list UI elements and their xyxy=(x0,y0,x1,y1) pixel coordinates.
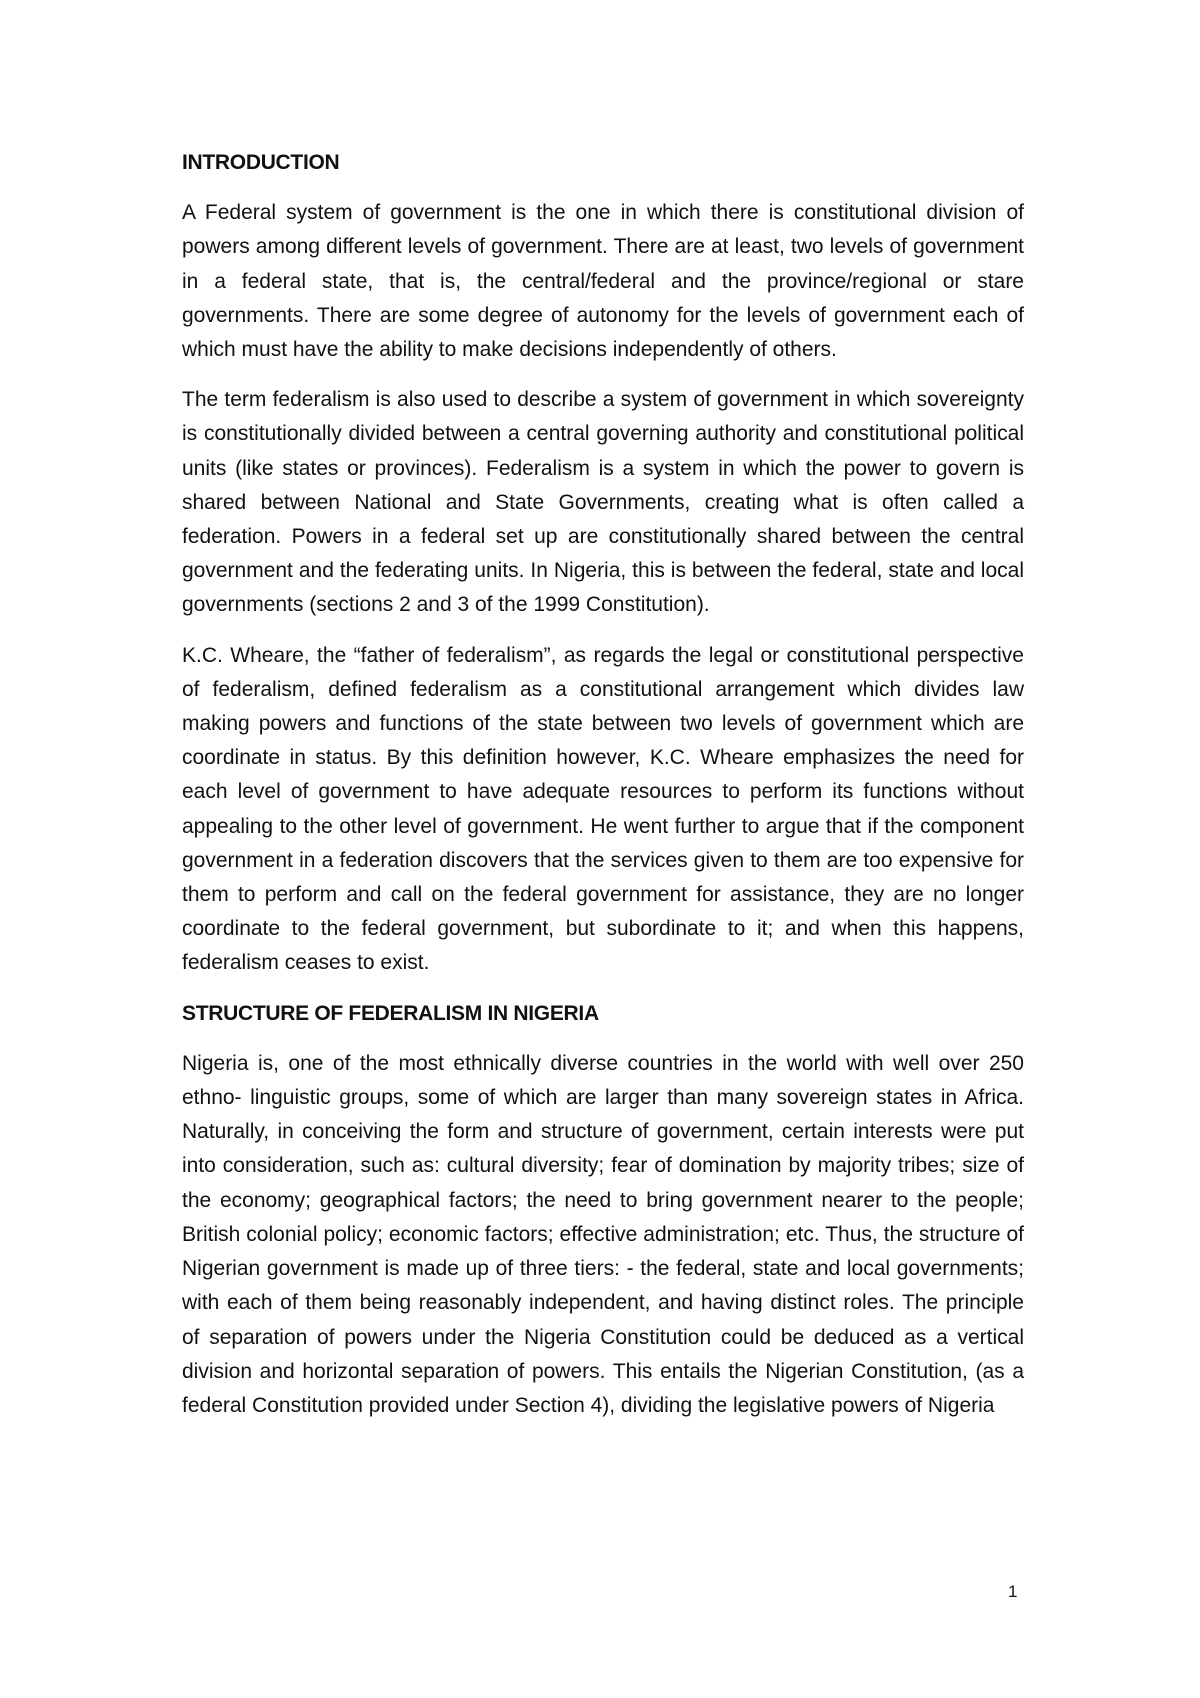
page-number: 1 xyxy=(1008,1582,1018,1601)
paragraph-kc-wheare: K.C. Wheare, the “father of federalism”, as regards the legal or constitutional perspective of federalism, defined federalism as a constitutional arrangement which divides law making powers and functions of the state between two levels of government which are coordinate in status. By this definition however, K.C. Wheare emphasizes the need for each level of government to have adequate resources to perform its functions without appealing to the other level of government. He went further to argue that if the component government in a federation discovers that the services given to them are too expensive for them to perform and call on the federal government for assistance, they are no longer coordinate to the federal government, but subordinate to it; and when this happens, federalism ceases to exist. xyxy=(182,643,1024,975)
paragraph-nigeria-structure: Nigeria is, one of the most ethnically diverse countries in the world with well over 250 ethno- linguistic groups, some of which are larger than many sovereign states in Africa. Naturally, in conceiving the form and structure of government, certain interests were put into consideration, such as: cultural diversity; fear of domination by majority tribes; size of the economy; geographical factors; the need to bring government nearer to the people; British colonial policy; economic factors; effective administration; etc. Thus, the structure of Nigerian government is made up of three tiers: - the federal, state and local governments; with each of them being reasonably independent, and having distinct roles. The principle of separation of powers under the Nigeria Constitution could be deduced as a vertical division and horizontal separation of powers. This entails the Nigerian Constitution, (as a federal Constitution provided under Section 4), dividing the legislative powers of Nigeria xyxy=(182,1051,1024,1417)
paragraph-federal-system: A Federal system of government is the one in which there is constitutional division of powers among different levels of government. There are at least, two levels of government in a federal state, that is, the central/federal and the province/regional or stare governments. There are some degree of autonomy for the levels of government each of which must have the ability to make decisions independently of others. xyxy=(182,201,1024,362)
paragraph-term-federalism: The term federalism is also used to describe a system of government in which sovereignty is constitutionally divided between a central governing authority and constitutional political units (like states or provinces). Federalism is a system in which the power to govern is shared between National and State Governments, creating what is often called a federation. Powers in a federal set up are constitutionally shared between the central government and the federating units. In Nigeria, this is between the federal, state and local governments (sections 2 and 3 of the 1999 Constitution). xyxy=(182,388,1024,617)
section-heading-structure: STRUCTURE OF FEDERALISM IN NIGERIA xyxy=(182,1001,599,1025)
document-body xyxy=(182,146,1024,1439)
section-heading-introduction: INTRODUCTION xyxy=(182,151,340,174)
